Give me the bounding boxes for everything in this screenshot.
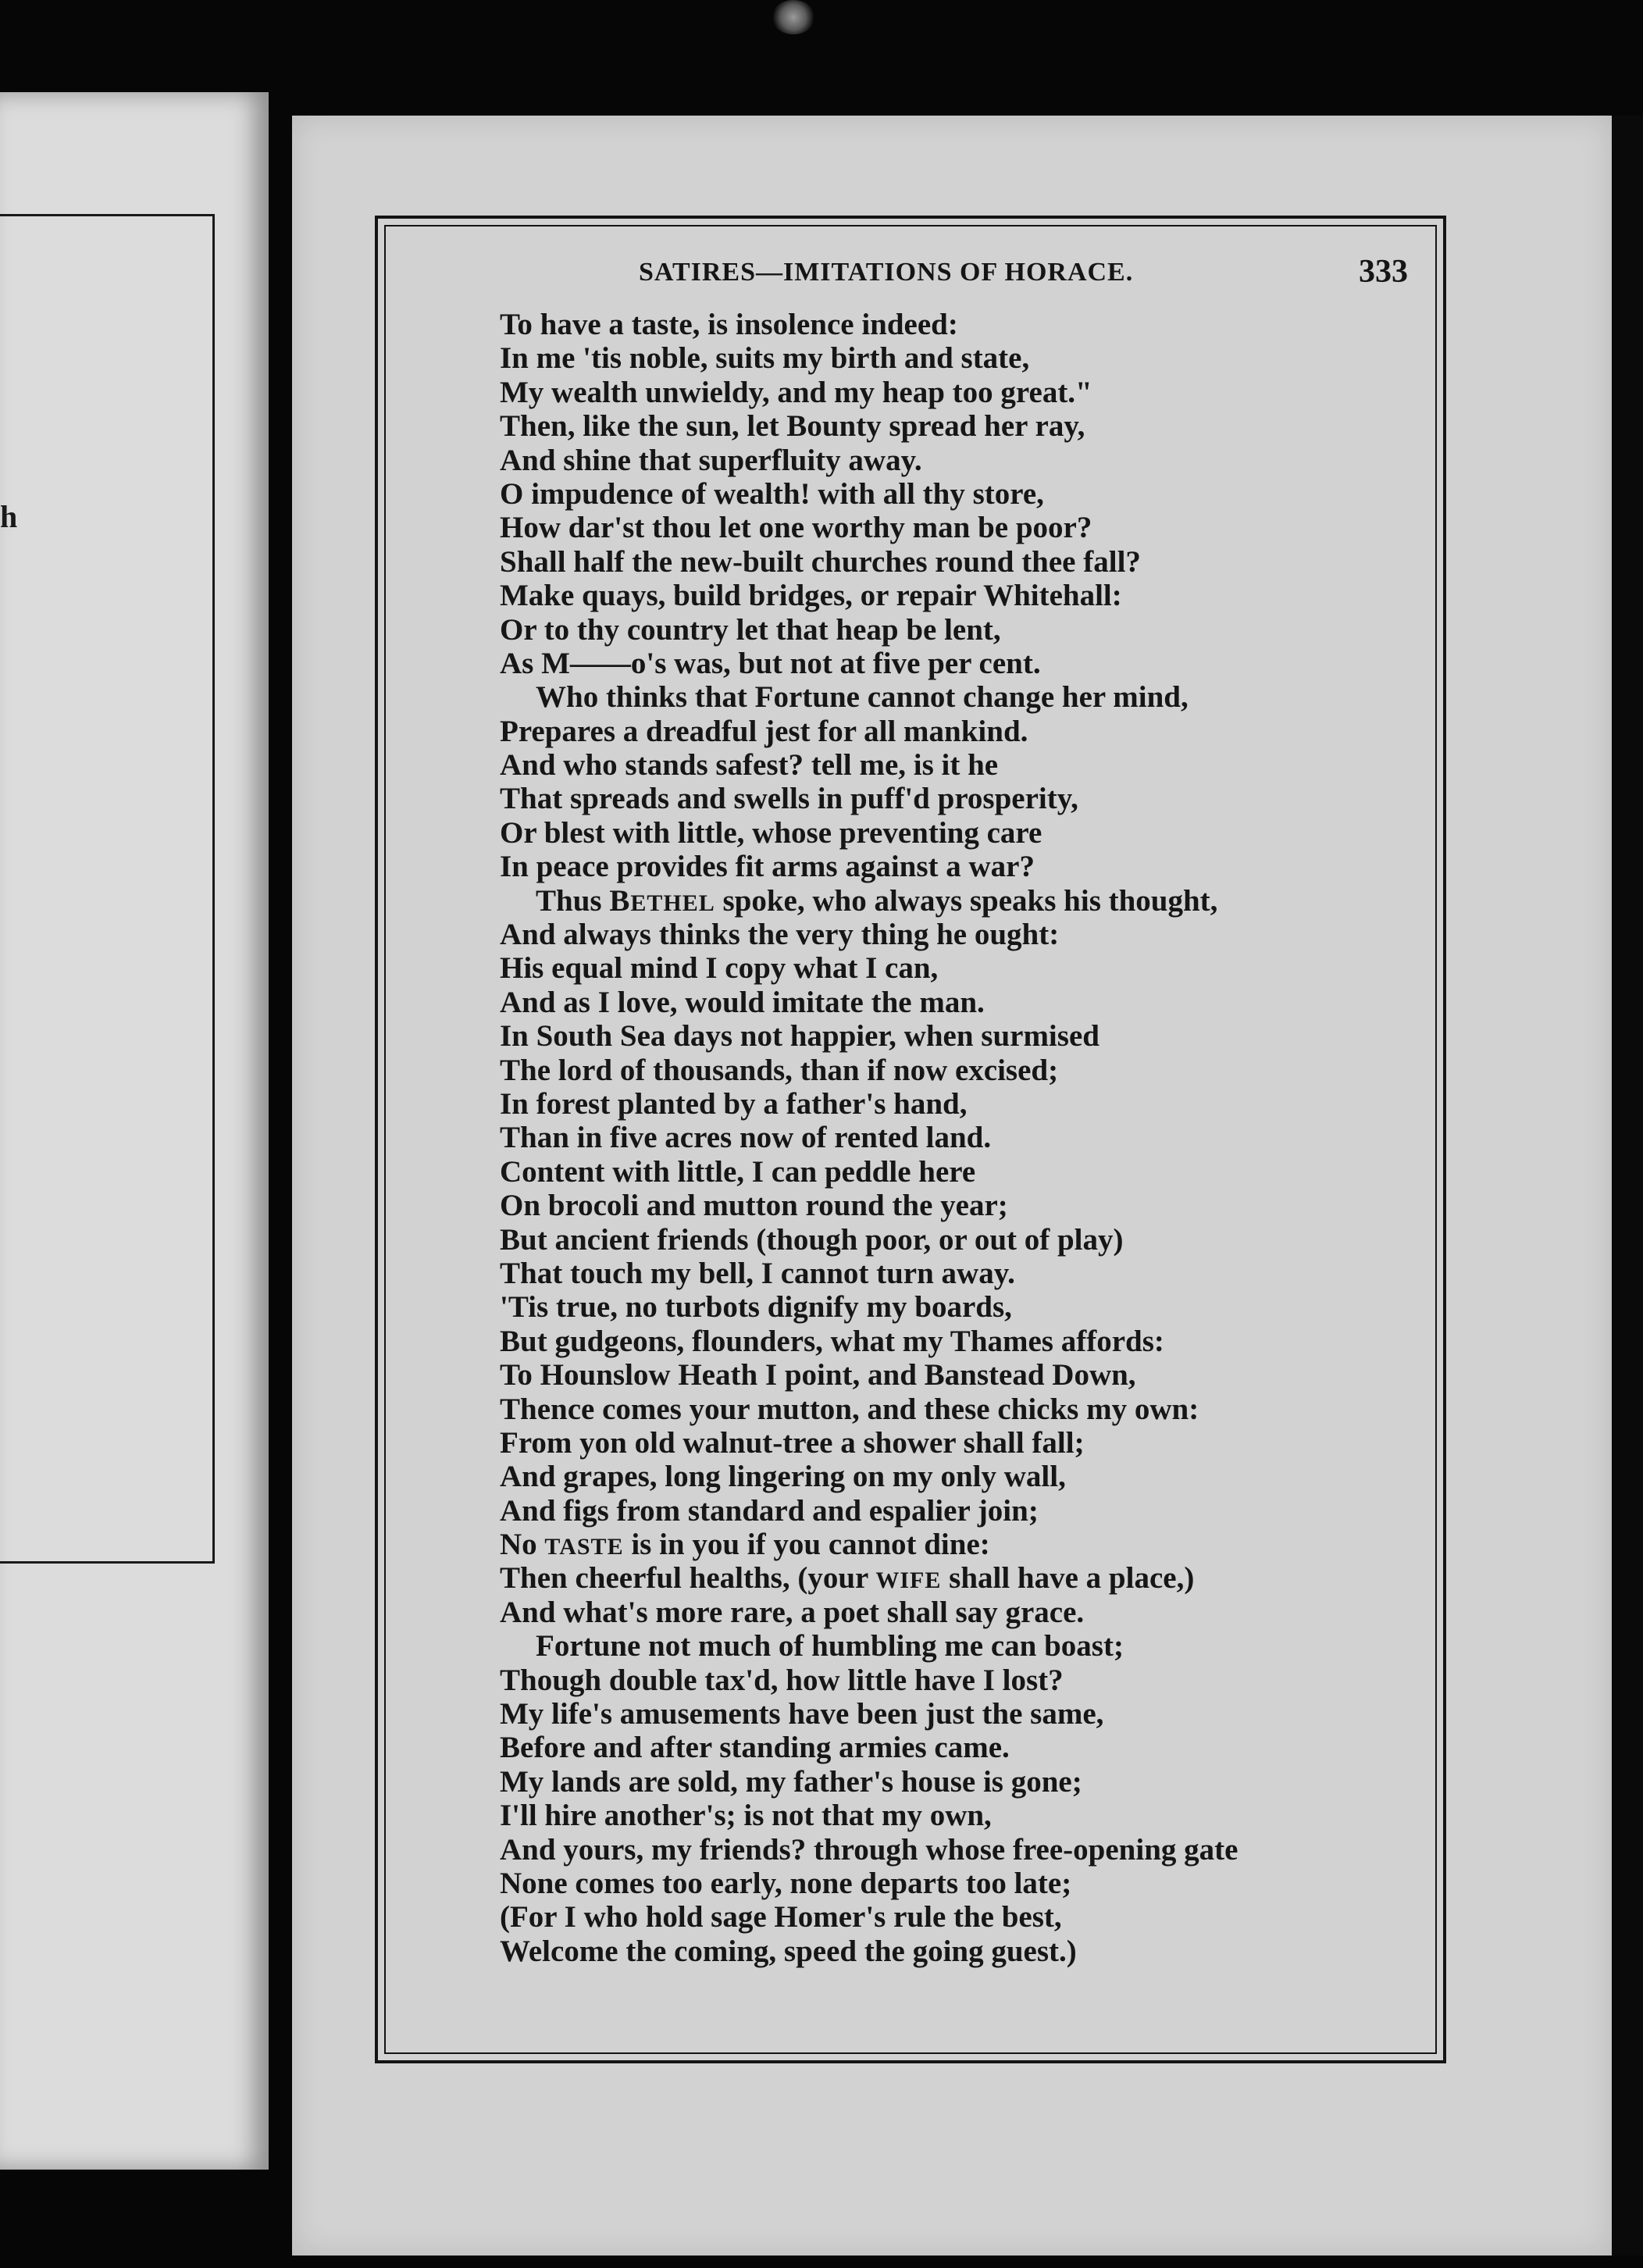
verse-line-text: shall have a place,) [941, 1561, 1195, 1596]
verse-line-text: Thus [536, 883, 610, 918]
verse-line: And what's more rare, a poet shall say grace. [500, 1595, 1085, 1629]
verse-line: Thence comes your mutton, and these chicks my own: [500, 1392, 1199, 1426]
verse-line: Prepares a dreadful jest for all mankind. [500, 714, 1028, 748]
small-caps-word: WIFE [875, 1567, 942, 1594]
poem-text [500, 308, 1437, 1968]
verse-line: None comes too early, none departs too late; [500, 1866, 1072, 1900]
dust-speck [772, 0, 815, 34]
verse-line-text: spoke, who always speaks his thought, [715, 883, 1218, 918]
book-page [292, 116, 1612, 2256]
verse-line: In peace provides fit arms against a war? [500, 850, 1035, 884]
verse-line: And figs from standard and espalier join; [500, 1493, 1039, 1528]
verse-line: But ancient friends (though poor, or out of play) [500, 1222, 1124, 1257]
verse-line: O impudence of wealth! with all thy store, [500, 476, 1044, 511]
previous-page [0, 92, 269, 2170]
verse-line [500, 1528, 1437, 1561]
verse-line-text: Then cheerful healths, (your [500, 1561, 876, 1596]
verse-line: That touch my bell, I cannot turn away. [500, 1256, 1015, 1290]
verse-line: The lord of thousands, than if now excised; [500, 1053, 1059, 1087]
verse-line [500, 1561, 1437, 1595]
scan-edge [1612, 116, 1643, 2256]
verse-line: How dar'st thou let one worthy man be poor? [500, 511, 1092, 545]
verse-line: Fortune not much of humbling me can boast; [536, 1629, 1124, 1664]
verse-line: Make quays, build bridges, or repair Whitehall: [500, 579, 1122, 613]
verse-line: As M——o's was, but not at five per cent. [500, 646, 1041, 680]
verse-line: And shine that superfluity away. [500, 443, 922, 477]
verse-line: 'Tis true, no turbots dignify my boards, [500, 1290, 1012, 1325]
verse-line: But gudgeons, flounders, what my Thames affords: [500, 1324, 1164, 1358]
verse-line: That spreads and swells in puff'd prosperity, [500, 782, 1078, 816]
verse-line: From yon old walnut-tree a shower shall fall; [500, 1425, 1085, 1460]
small-caps-word: BETHEL [609, 883, 715, 918]
verse-line: Or blest with little, whose preventing care [500, 815, 1042, 850]
verse-line: And who stands safest? tell me, is it he [500, 748, 999, 783]
verse-line: Who thinks that Fortune cannot change her mind, [536, 680, 1189, 715]
verse-line: And as I love, would imitate the man. [500, 985, 985, 1019]
page-number: 333 [1359, 254, 1408, 290]
previous-page-text-fragment: h [0, 499, 18, 534]
verse-line: Or to thy country let that heap be lent, [500, 612, 1001, 647]
previous-page-frame [0, 214, 215, 1564]
verse-line: Welcome the coming, speed the going guest.) [500, 1934, 1077, 1968]
running-head: SATIRES—IMITATIONS OF HORACE. [639, 258, 1134, 287]
verse-line: Shall half the new-built churches round thee fall? [500, 544, 1141, 579]
verse-line: To Hounslow Heath I point, and Banstead Down, [500, 1358, 1136, 1393]
verse-line: Before and after standing armies came. [500, 1731, 1010, 1765]
verse-line: In forest planted by a father's hand, [500, 1086, 968, 1121]
verse-line [500, 884, 1437, 918]
verse-line: (For I who hold sage Homer's rule the best, [500, 1900, 1062, 1935]
verse-line: My life's amusements have been just the same, [500, 1697, 1104, 1731]
verse-line: I'll hire another's; is not that my own, [500, 1799, 992, 1833]
verse-line: Than in five acres now of rented land. [500, 1121, 992, 1155]
verse-line: My lands are sold, my father's house is gone; [500, 1764, 1082, 1799]
verse-line: And yours, my friends? through whose free-opening gate [500, 1832, 1238, 1867]
verse-line: In South Sea days not happier, when surmised [500, 1019, 1099, 1054]
verse-line: Then, like the sun, let Bounty spread her ray, [500, 409, 1085, 444]
verse-line: And always thinks the very thing he ought: [500, 918, 1060, 952]
verse-line: Content with little, I can peddle here [500, 1154, 976, 1189]
verse-line: My wealth unwieldy, and my heap too great." [500, 375, 1092, 409]
verse-line: On brocoli and mutton round the year; [500, 1189, 1008, 1223]
verse-line: To have a taste, is insolence indeed: [500, 308, 958, 341]
verse-line: And grapes, long lingering on my only wall, [500, 1460, 1066, 1494]
verse-line-text: No [500, 1528, 545, 1562]
verse-line-text: is in you if you cannot dine: [623, 1528, 990, 1562]
verse-line: Though double tax'd, how little have I lost? [500, 1663, 1064, 1697]
verse-line: His equal mind I copy what I can, [500, 951, 939, 986]
verse-line: In me 'tis noble, suits my birth and state, [500, 341, 1030, 376]
small-caps-word: TASTE [544, 1534, 624, 1560]
